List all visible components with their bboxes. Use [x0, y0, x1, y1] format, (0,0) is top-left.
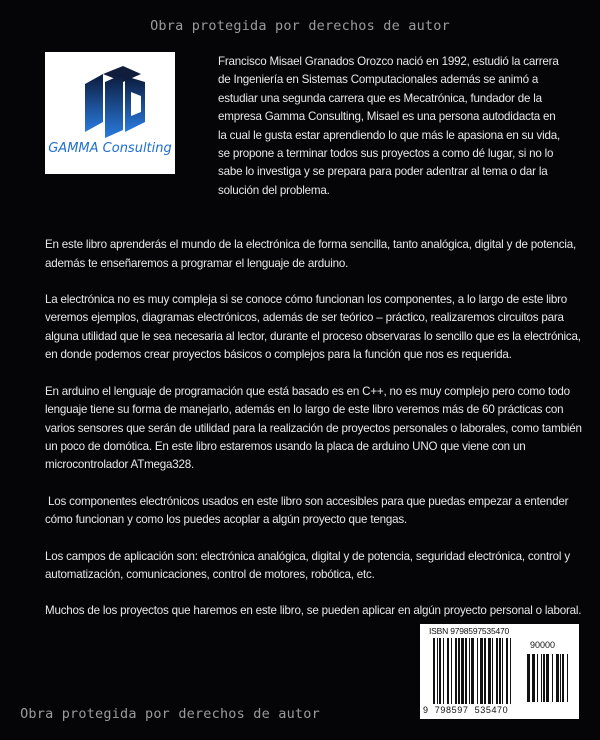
description-paragraph: Los campos de aplicación son: electrónica analógica, digital y de potencia, seguridad electrónica, control y automatización, comunicaciones, control de motores, robótica, etc. — [45, 549, 570, 581]
author-bio: Francisco Misael Granados Orozco nació en 1992, estudió la carrera de Ingeniería en Sistemas Computacionales además se animó a estudiar una segunda carrera que es Mecatrónica, fundador de la empresa Gamma Consulting, Misael es una persona autodidacta en la cual le gusta estar aprendiendo lo que más le apasiona en su vida, se propone a terminar todos sus proyectos a como dé lugar, si no lo sabe lo investiga y se prepara para poder adentrar al tema o dar la solución del problema. — [218, 55, 560, 197]
barcode-bar — [532, 654, 535, 702]
barcode-bar — [471, 638, 474, 704]
barcode-bars-main — [433, 638, 515, 704]
barcode-bar — [546, 654, 549, 702]
barcode-bar — [506, 638, 508, 704]
barcode-bar — [552, 654, 553, 702]
barcode-bar — [562, 654, 564, 702]
gamma-consulting-logo — [45, 52, 175, 174]
barcode-bar — [527, 654, 530, 702]
copyright-watermark-top: Obra protegida por derechos de autor — [150, 18, 450, 34]
barcode-bar — [556, 654, 559, 702]
barcode-bar — [560, 654, 561, 702]
description-paragraph: Muchos de los proyectos que haremos en este libro, se pueden aplicar en algún proyecto personal o laboral. — [45, 604, 582, 618]
barcode-bar — [439, 638, 441, 704]
logo-wordmark: GAMMA Consulting — [48, 141, 172, 156]
cover-content — [45, 52, 585, 639]
price-code: 90000 — [530, 640, 556, 650]
barcode-bar — [437, 638, 438, 704]
barcode-bar — [499, 638, 501, 704]
barcode-bar — [433, 638, 435, 704]
barcode-bar — [443, 638, 444, 704]
author-section — [45, 52, 585, 200]
description-paragraph: En arduino el lenguaje de programación que está basado es en C++, no es muy complejo pero como todo lenguaje tiene su forma de manejarlo, además en lo largo de este libro veremos más de 60 prácticas con varios sensores que serán de utilidad para la realización de proyectos personales o laborales, como también un poco de domótica. En este libro estaremos usando la placa de arduino UNO que viene con un microcontrolador ATmega328. — [45, 384, 582, 472]
copyright-watermark-bottom: Obra protegida por derechos de autor — [20, 706, 320, 722]
barcode-bar — [447, 638, 449, 704]
isbn-label: ISBN 9798597535470 — [429, 626, 510, 636]
barcode-digits: 9 798597 535470 — [423, 705, 509, 715]
description-paragraph: La electrónica no es muy compleja si se conoce cómo funcionan los componentes, a lo largo de este libro veremos ejemplos, diagramas electrónicos, además de ser teórico – práctico, realizaremos circuitos para alguna utilidad que le sea necesaria al lector, durante el proceso observaras lo sencillo que es la electrónica, en donde podemos crear proyectos básicos o complejos para la función que nos es requerida. — [45, 293, 581, 362]
book-description — [45, 236, 585, 621]
barcode-bar — [567, 654, 568, 702]
barcode-bar — [488, 638, 491, 704]
barcode-bar — [465, 638, 467, 704]
barcode-bar — [461, 638, 464, 704]
barcode-bar — [496, 638, 498, 704]
barcode-bar — [510, 638, 511, 704]
barcode-bar — [469, 638, 470, 704]
barcode-bar — [455, 638, 457, 704]
barcode-bar — [543, 654, 545, 702]
isbn-barcode — [420, 624, 579, 719]
barcode-bar — [458, 638, 460, 704]
barcode-bar — [537, 654, 538, 702]
barcode-bar — [477, 638, 478, 704]
description-paragraph: Los componentes electrónicos usados en este libro son accesibles para que puedas empezar a entender cómo funcionan y como los puedes acoplar a algún proyecto que tengas. — [45, 494, 572, 527]
barcode-bar — [541, 654, 542, 702]
barcode-bars-addon — [527, 654, 571, 702]
barcode-bar — [502, 638, 503, 704]
barcode-bar — [480, 638, 483, 704]
barcode-bar — [484, 638, 486, 704]
barcode-bar — [492, 638, 493, 704]
description-paragraph: En este libro aprenderás el mundo de la electrónica de forma sencilla, tanto analógica, digital y de potencia, además te enseñaremos a programar el lenguaje de arduino. — [45, 238, 576, 270]
barcode-bar — [451, 638, 452, 704]
